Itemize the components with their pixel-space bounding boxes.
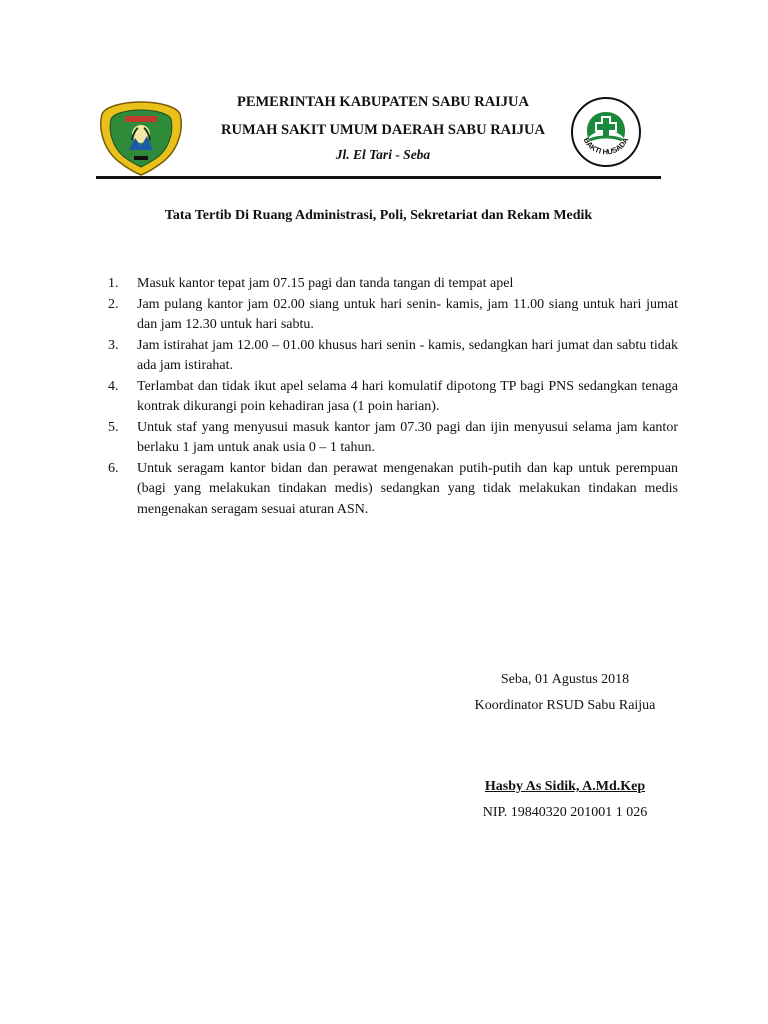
list-item-number: 1. [108,276,119,291]
rules-list [108,274,678,520]
list-item-text: Terlambat dan tidak ikut apel selama 4 hari komulatif dipotong TP bagi PNS sedangkan tenaga kontrak dikurangi poin kehadiran jasa (1 poin harian). [137,378,678,414]
signature-date: Seba, 01 Agustus 2018 [500,672,630,687]
list-item-number: 3. [108,337,119,353]
regency-crest-icon [98,100,184,176]
list-item-number: 2. [108,296,119,312]
header-line-1: PEMERINTAH KABUPATEN SABU RAIJUA [236,94,530,110]
bakti-husada-logo-text: BAKTI HUSADA [581,135,631,157]
signature-nip: NIP. 19840320 201001 1 026 [482,805,648,820]
list-item-text: Untuk seragam kantor bidan dan perawat mengenakan putih-putih dan kap untuk perempuan (bagi yang melakukan tindakan medis) sedangkan yang tidak melakukan tindakan medis mengenakan seragam sesuai aturan ASN. [137,460,678,517]
list-item-text: Jam pulang kantor jam 02.00 siang untuk hari senin- kamis, jam 11.00 siang untuk hari jumat dan jam 12.30 untuk hari sabtu. [137,296,678,332]
list-item-number: 5. [108,419,119,435]
signature-role: Koordinator RSUD Sabu Raijua [474,698,656,713]
header-line-2: RUMAH SAKIT UMUM DAERAH SABU RAIJUA [221,122,545,138]
header-address: Jl. El Tari - Seba [335,147,431,162]
bakti-husada-logo-icon [570,96,642,168]
list-item [108,274,678,295]
list-item [108,336,678,377]
signature-name: Hasby As Sidik, A.Md.Kep [484,779,646,794]
list-item [108,459,678,521]
list-item-text: Untuk staf yang menyusui masuk kantor jam 07.30 pagi dan ijin menyusui selama jam kantor berlaku 1 jam untuk anak usia 0 – 1 tahun. [137,419,678,455]
list-item [108,295,678,336]
list-item [108,418,678,459]
list-item-number: 6. [108,460,119,476]
list-item [108,377,678,418]
document-title: Tata Tertib Di Ruang Administrasi, Poli, Sekretariat dan Rekam Medik [164,208,593,223]
list-item-text: Masuk kantor tepat jam 07.15 pagi dan tanda tangan di tempat apel [137,276,514,291]
list-item-text: Jam istirahat jam 12.00 – 01.00 khusus hari senin - kamis, sedangkan hari jumat dan sabtu tidak ada jam istirahat. [137,337,678,373]
header-divider [96,176,661,179]
list-item-number: 4. [108,378,119,394]
